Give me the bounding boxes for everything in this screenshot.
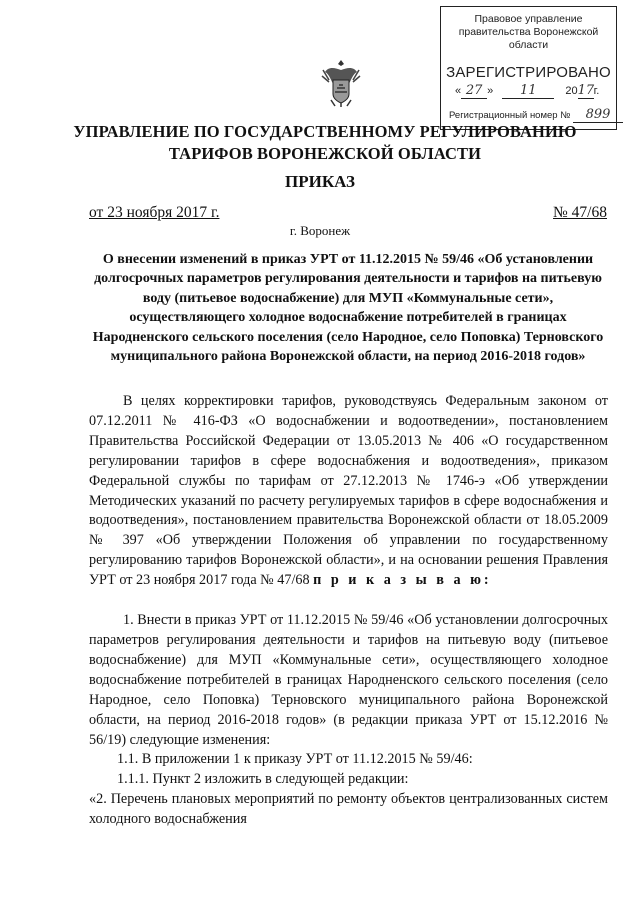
stamp-year-suffix: 17 xyxy=(577,83,595,98)
order-verb: п р и к а з ы в а ю: xyxy=(313,572,492,589)
stamp-reg-number: 899 xyxy=(573,107,623,123)
document-subject: О внесении изменений в приказ УРТ от 11.12.2015 № 59/46 «Об установлении долгосрочных параметров регулирования деятельности и тарифов на питьевую воду (питьевое водоснабжение) для МУП «Коммунальные сети», осуществляющего холодное водоснабжение потребителей в границах Народненского сельского поселения (село Народное, село Поповка) Терновского муниципального района Воронежской области, на период 2016-2018 годов» xyxy=(92,252,604,365)
document-number: № 47/68 xyxy=(553,204,607,221)
stamp-reg-label: Регистрационный номер № xyxy=(449,110,571,121)
registration-stamp xyxy=(440,6,617,130)
coat-of-arms-icon xyxy=(321,58,361,108)
stamp-title: ЗАРЕГИСТРИРОВАНО xyxy=(446,64,611,81)
quoted-item-2: «2. Перечень плановых мероприятий по ремонту объектов централизованных систем холодного водоснабжения xyxy=(89,791,608,828)
preamble-text: В целях корректировки тарифов, руководствуясь Федеральным законом от 07.12.2011 № 416-ФЗ «О водоснабжении и водоотведении», постановлением Правительства Российской Федерации от 13.05.2013 № 406 «О государственном регулировании тарифов в сфере водоснабжения и водоотведения», приказом Федеральной службы по тарифам от 27.12.2013 № 1746-э «Об утверждении Методических указаний по расчету регулируемых тарифов в сфере водоснабжения и водоотведения», постановлением правительства Воронежской области от 18.05.2009 № 397 «Об утверждении Положения об управлении по государственному регулированию тарифов Воронежской области», и на основании решения Правления УРТ от 23 ноября 2017 года № 47/68 xyxy=(89,393,608,589)
document-type: ПРИКАЗ xyxy=(285,172,355,191)
stamp-year-prefix: 20 xyxy=(565,85,578,97)
item-1-paragraph: 1. Внести в приказ УРТ от 11.12.2015 № 59/46 «Об установлении долгосрочных параметров регулирования деятельности и тарифов на питьевую воду (питьевое водоснабжение) для МУП «Коммунальные сети», осуществляющего холодное водоснабжение потребителей в границах Народненского сельского поселения (село Народное, село Поповка) Терновского муниципального района Воронежской области, на период 2016-2018 годов» (в редакции приказа УРТ от 15.12.2016 № 56/19) следующие изменения: xyxy=(89,612,608,748)
agency-name: УПРАВЛЕНИЕ ПО ГОСУДАРСТВЕННОМУ РЕГУЛИРОВАНИЮ ТАРИФОВ ВОРОНЕЖСКОЙ ОБЛАСТИ xyxy=(73,122,577,163)
preamble-paragraph xyxy=(89,392,608,591)
stamp-month: 11 xyxy=(502,83,554,99)
stamp-date: « 27 » 11 2017г. xyxy=(455,83,600,98)
stamp-organization: Правовое управление правительства Воронежской области xyxy=(458,13,599,51)
document-city: г. Воронеж xyxy=(289,223,351,238)
document-date: от 23 ноября 2017 г. xyxy=(89,204,220,221)
stamp-day: 27 xyxy=(461,83,487,99)
item-1-1-1: 1.1.1. Пункт 2 изложить в следующей редакции: xyxy=(117,771,409,788)
item-1-1: 1.1. В приложении 1 к приказу УРТ от 11.12.2015 № 59/46: xyxy=(117,751,473,768)
document-body xyxy=(89,392,608,830)
